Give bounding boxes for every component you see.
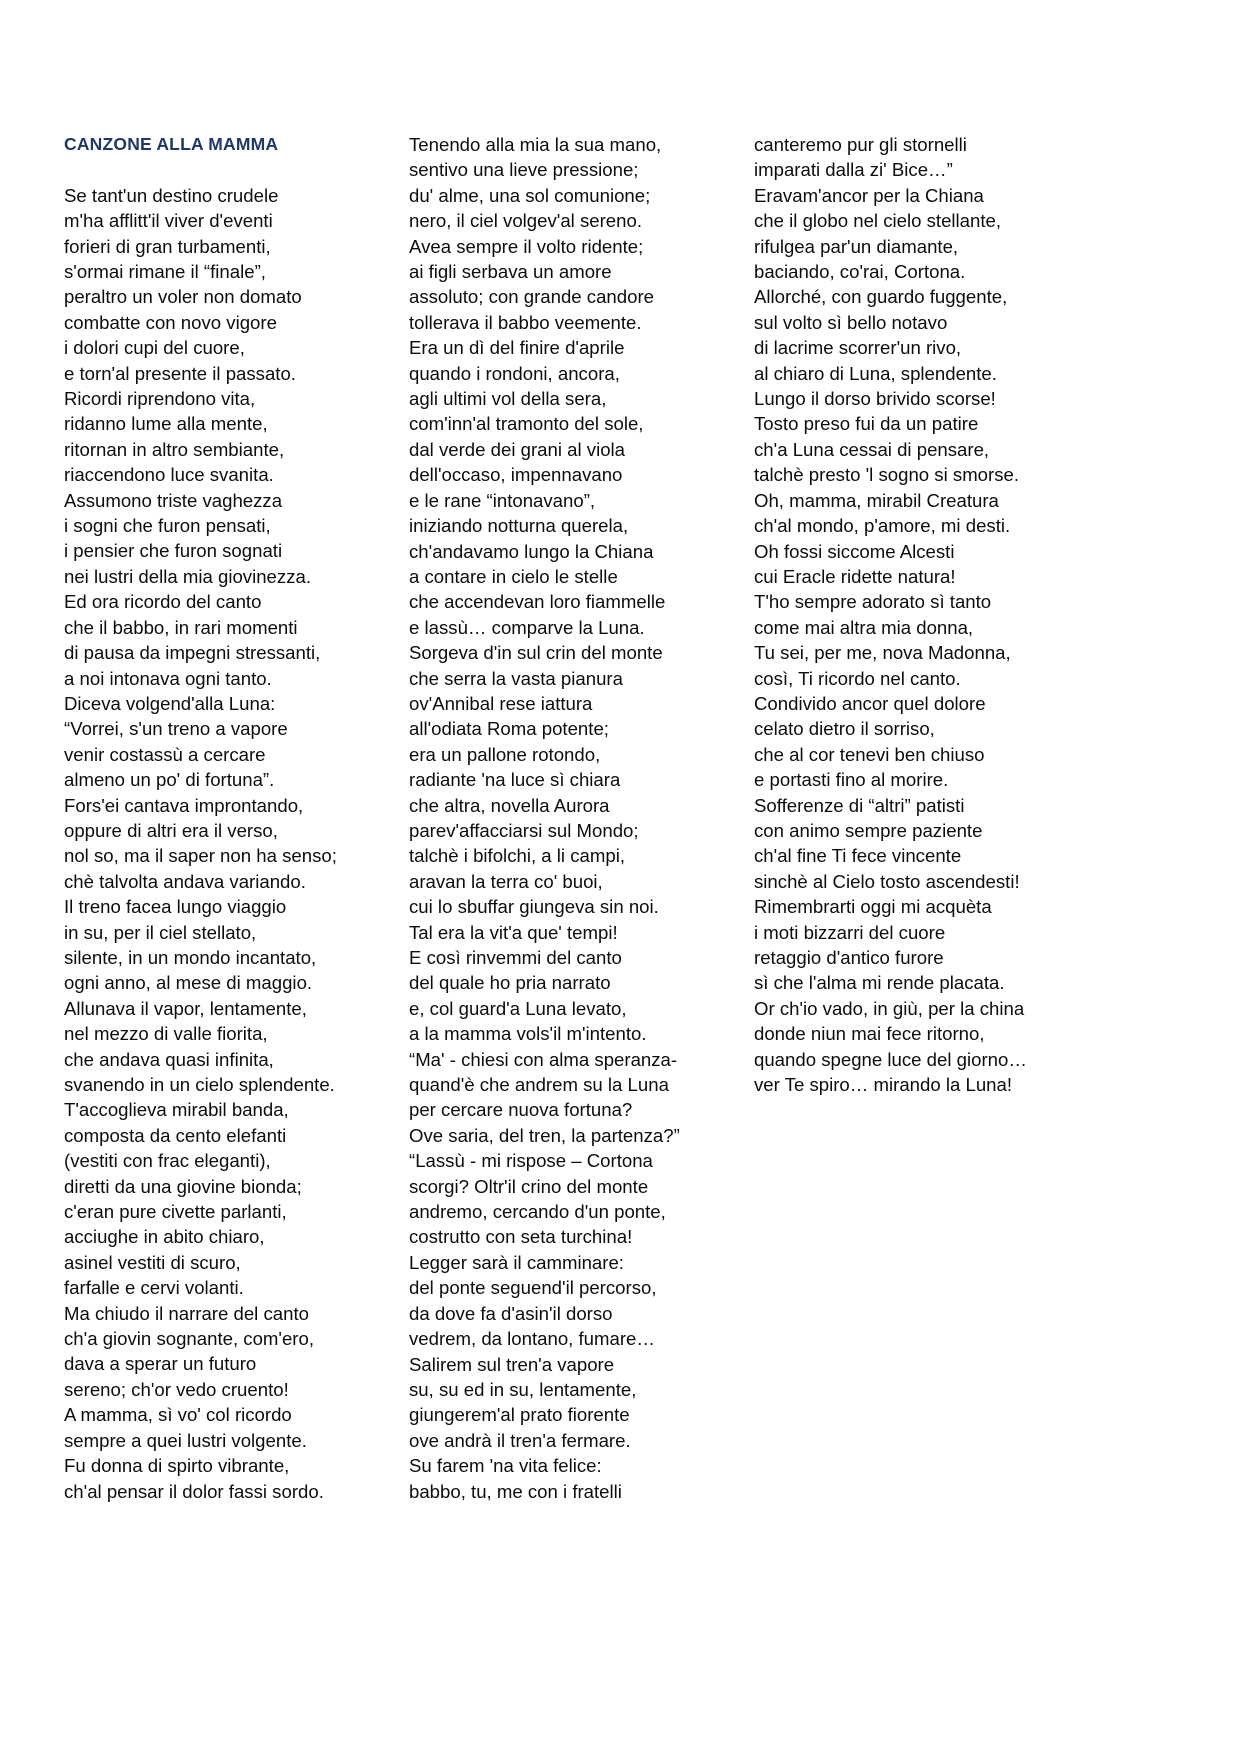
poem-column-3-body — [754, 132, 1099, 1097]
verse-line: che serra la vasta pianura — [409, 667, 623, 689]
verse-line: vedrem, da lontano, fumare… — [409, 1328, 655, 1350]
verse-line: che andava quasi infinita, — [64, 1048, 274, 1070]
verse-line: a noi intonava ogni tanto. — [64, 667, 272, 689]
verse-line: Allorché, con guardo fuggente, — [754, 286, 1008, 308]
verse-line: sentivo una lieve pressione; — [409, 159, 639, 181]
verse-line: Era un dì del finire d'aprile — [409, 337, 625, 359]
verse-line: Tu sei, per me, nova Madonna, — [754, 642, 1011, 664]
verse-line: di pausa da impegni stressanti, — [64, 642, 321, 664]
verse-line: baciando, co'rai, Cortona. — [754, 261, 966, 283]
verse-line: babbo, tu, me con i fratelli — [409, 1480, 622, 1502]
verse-line: ch'a Luna cessai di pensare, — [754, 438, 990, 460]
verse-line: Eravam'ancor per la Chiana — [754, 184, 984, 206]
verse-line: riaccendono luce svanita. — [64, 464, 274, 486]
verse-line: ogni anno, al mese di maggio. — [64, 972, 313, 994]
verse-line: cui lo sbuffar giungeva sin noi. — [409, 896, 659, 918]
verse-line: Tal era la vit'a que' tempi! — [409, 921, 618, 943]
verse-line: Condivido ancor quel dolore — [754, 692, 986, 714]
verse-line: del quale ho pria narrato — [409, 972, 611, 994]
verse-line: m'ha afflitt'il viver d'eventi — [64, 210, 273, 232]
verse-line: all'odiata Roma potente; — [409, 718, 609, 740]
verse-line: ai figli serbava un amore — [409, 261, 612, 283]
verse-line: nei lustri della mia giovinezza. — [64, 565, 312, 587]
verse-line: Sorgeva d'in sul crin del monte — [409, 642, 663, 664]
verse-line: sul volto sì bello notavo — [754, 311, 948, 333]
poem-column-1-body — [64, 183, 409, 1504]
verse-line: dal verde dei grani al viola — [409, 438, 626, 460]
verse-line: ov'Annibal rese iattura — [409, 692, 593, 714]
verse-line: peraltro un voler non domato — [64, 286, 302, 308]
verse-line: ove andrà il tren'a fermare. — [409, 1429, 631, 1451]
verse-line: radiante 'na luce sì chiara — [409, 769, 621, 791]
poem-column-2 — [409, 132, 754, 1504]
verse-line: che il globo nel cielo stellante, — [754, 210, 1002, 232]
verse-line: venir costassù a cercare — [64, 743, 266, 765]
verse-line: nol so, ma il saper non ha senso; — [64, 845, 337, 867]
verse-line: e le rane “intonavano”, — [409, 489, 596, 511]
verse-line: svanendo in un cielo splendente. — [64, 1074, 335, 1096]
verse-line: farfalle e cervi volanti. — [64, 1277, 244, 1299]
verse-line: du' alme, una sol comunione; — [409, 184, 651, 206]
verse-line: ch'al fine Ti fece vincente — [754, 845, 962, 867]
verse-line: i pensier che furon sognati — [64, 540, 283, 562]
verse-line: che altra, novella Aurora — [409, 794, 610, 816]
verse-line: Oh, mamma, mirabil Creatura — [754, 489, 999, 511]
verse-line: che accendevan loro fiammelle — [409, 591, 666, 613]
verse-line: Fors'ei cantava improntando, — [64, 794, 304, 816]
verse-line: da dove fa d'asin'il dorso — [409, 1302, 613, 1324]
verse-line: Sofferenze di “altri” patisti — [754, 794, 965, 816]
verse-line: Avea sempre il volto ridente; — [409, 235, 644, 257]
verse-line: diretti da una giovine bionda; — [64, 1175, 302, 1197]
verse-line: “Lassù - mi rispose – Cortona — [409, 1150, 653, 1172]
verse-line: rifulgea par'un diamante, — [754, 235, 959, 257]
verse-line: ch'al pensar il dolor fassi sordo. — [64, 1480, 324, 1502]
verse-line: scorgi? Oltr'il crino del monte — [409, 1175, 649, 1197]
verse-line: cui Eracle ridette natura! — [754, 565, 956, 587]
verse-line: Tosto preso fui da un patire — [754, 413, 979, 435]
verse-line: asinel vestiti di scuro, — [64, 1251, 241, 1273]
verse-line: “Vorrei, s'un treno a vapore — [64, 718, 288, 740]
verse-line: costrutto con seta turchina! — [409, 1226, 633, 1248]
verse-line: c'eran pure civette parlanti, — [64, 1201, 287, 1223]
verse-line: iniziando notturna querela, — [409, 515, 629, 537]
poem-column-3 — [754, 132, 1099, 1097]
verse-line: canteremo pur gli stornelli — [754, 134, 967, 155]
verse-line: per cercare nuova fortuna? — [409, 1099, 633, 1121]
verse-line: Salirem sul tren'a vapore — [409, 1353, 615, 1375]
verse-line: Or ch'io vado, in giù, per la china — [754, 997, 1025, 1019]
page-title: CANZONE ALLA MAMMA — [64, 134, 279, 154]
verse-line: sereno; ch'or vedo cruento! — [64, 1378, 289, 1400]
verse-line: quando i rondoni, ancora, — [409, 362, 620, 384]
verse-line: imparati dalla zi' Bice…” — [754, 159, 953, 181]
verse-line: in su, per il ciel stellato, — [64, 921, 257, 943]
verse-line: T'accoglieva mirabil banda, — [64, 1099, 289, 1121]
verse-line: agli ultimi vol della sera, — [409, 388, 607, 410]
verse-line: Ricordi riprendono vita, — [64, 388, 256, 410]
verse-line: dell'occaso, impennavano — [409, 464, 623, 486]
poem-column-1 — [64, 132, 409, 1504]
verse-line: di lacrime scorrer'un rivo, — [754, 337, 962, 359]
verse-line: forieri di gran turbamenti, — [64, 235, 271, 257]
poem-column-2-body — [409, 132, 754, 1504]
verse-line: ver Te spiro… mirando la Luna! — [754, 1074, 1013, 1096]
verse-line: ridanno lume alla mente, — [64, 413, 268, 435]
verse-line: così, Ti ricordo nel canto. — [754, 667, 961, 689]
verse-line: ch'al mondo, p'amore, mi desti. — [754, 515, 1011, 537]
verse-line: T'ho sempre adorato sì tanto — [754, 591, 992, 613]
verse-line: (vestiti con frac eleganti), — [64, 1150, 271, 1172]
verse-line: “Ma' - chiesi con alma speranza- — [409, 1048, 678, 1070]
verse-line: come mai altra mia donna, — [754, 616, 974, 638]
verse-line: sempre a quei lustri volgente. — [64, 1429, 307, 1451]
verse-line: composta da cento elefanti — [64, 1124, 287, 1146]
verse-line: Rimembrarti oggi mi acquèta — [754, 896, 992, 918]
verse-line: i dolori cupi del cuore, — [64, 337, 245, 359]
verse-line: com'inn'al tramonto del sole, — [409, 413, 644, 435]
verse-line: e, col guard'a Luna levato, — [409, 997, 627, 1019]
verse-line: che al cor tenevi ben chiuso — [754, 743, 985, 765]
verse-line: Allunava il vapor, lentamente, — [64, 997, 307, 1019]
verse-line: talchè presto 'l sogno si smorse. — [754, 464, 1020, 486]
verse-line: Legger sarà il camminare: — [409, 1251, 624, 1273]
verse-line: Tenendo alla mia la sua mano, — [409, 134, 662, 155]
verse-line: dava a sperar un futuro — [64, 1353, 257, 1375]
verse-line: su, su ed in su, lentamente, — [409, 1378, 637, 1400]
verse-line: A mamma, sì vo' col ricordo — [64, 1404, 292, 1426]
verse-line: almeno un po' di fortuna”. — [64, 769, 275, 791]
verse-line: tollerava il babbo veemente. — [409, 311, 642, 333]
verse-line: nero, il ciel volgev'al sereno. — [409, 210, 642, 232]
verse-line: a contare in cielo le stelle — [409, 565, 618, 587]
verse-line: che il babbo, in rari momenti — [64, 616, 298, 638]
verse-line: i sogni che furon pensati, — [64, 515, 271, 537]
verse-line: celato dietro il sorriso, — [754, 718, 935, 740]
verse-line: retaggio d'antico furore — [754, 947, 944, 968]
verse-line: con animo sempre paziente — [754, 819, 983, 841]
verse-line: Diceva volgend'alla Luna: — [64, 692, 276, 714]
verse-line: chè talvolta andava variando. — [64, 870, 306, 892]
verse-line: assoluto; con grande candore — [409, 286, 654, 308]
verse-line: s'ormai rimane il “finale”, — [64, 261, 266, 283]
verse-line: andremo, cercando d'un ponte, — [409, 1201, 666, 1223]
verse-line: aravan la terra co' buoi, — [409, 870, 603, 892]
poem-columns — [64, 132, 1180, 1504]
verse-line: Lungo il dorso brivido scorse! — [754, 388, 996, 410]
verse-line: ch'a giovin sognante, com'ero, — [64, 1328, 314, 1350]
verse-line: E così rinvemmi del canto — [409, 947, 622, 968]
verse-line: era un pallone rotondo, — [409, 743, 601, 765]
verse-line: silente, in un mondo incantato, — [64, 946, 317, 968]
verse-line: Su farem 'na vita felice: — [409, 1455, 602, 1477]
verse-line: Il treno facea lungo viaggio — [64, 896, 287, 918]
verse-line: talchè i bifolchi, a li campi, — [409, 845, 625, 867]
verse-line: i moti bizzarri del cuore — [754, 921, 946, 943]
verse-line: del ponte seguend'il percorso, — [409, 1277, 657, 1299]
verse-line: oppure di altri era il verso, — [64, 819, 278, 841]
verse-line: Se tant'un destino crudele — [64, 184, 279, 206]
verse-line: e lassù… comparve la Luna. — [409, 616, 645, 638]
verse-line: a la mamma vols'il m'intento. — [409, 1023, 647, 1045]
verse-line: donde niun mai fece ritorno, — [754, 1023, 985, 1045]
verse-line: Assumono triste vaghezza — [64, 489, 283, 511]
verse-line: sì che l'alma mi rende placata. — [754, 972, 1005, 994]
verse-line: ritornan in altro sembiante, — [64, 438, 285, 460]
verse-line: Oh fossi siccome Alcesti — [754, 540, 955, 562]
verse-line: ch'andavamo lungo la Chiana — [409, 540, 654, 562]
verse-line: quando spegne luce del giorno… — [754, 1048, 1027, 1070]
verse-line: parev'affacciarsi sul Mondo; — [409, 819, 639, 841]
verse-line: al chiaro di Luna, splendente. — [754, 362, 997, 384]
verse-line: Ed ora ricordo del canto — [64, 591, 262, 613]
verse-line: e torn'al presente il passato. — [64, 362, 296, 384]
verse-line: sinchè al Cielo tosto ascendesti! — [754, 870, 1020, 892]
verse-line: Fu donna di spirto vibrante, — [64, 1455, 290, 1477]
verse-line: combatte con novo vigore — [64, 311, 277, 333]
verse-line: Ove saria, del tren, la partenza?” — [409, 1124, 680, 1146]
verse-line: quand'è che andrem su la Luna — [409, 1074, 669, 1096]
verse-line: acciughe in abito chiaro, — [64, 1226, 265, 1248]
verse-line: Ma chiudo il narrare del canto — [64, 1302, 309, 1324]
verse-line: nel mezzo di valle fiorita, — [64, 1023, 268, 1045]
verse-line: giungerem'al prato fiorente — [409, 1404, 630, 1426]
verse-line: e portasti fino al morire. — [754, 769, 949, 791]
